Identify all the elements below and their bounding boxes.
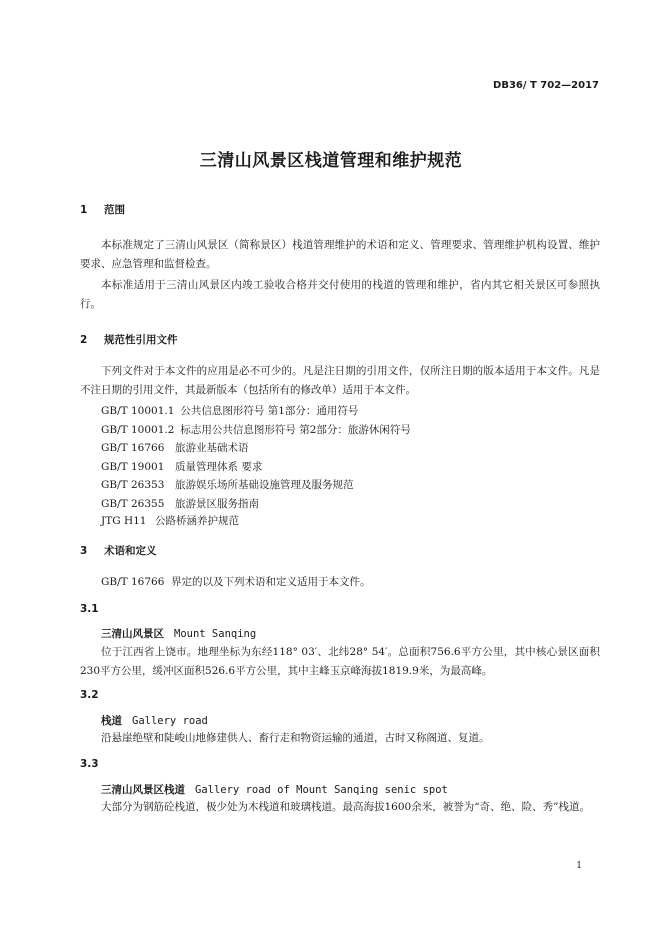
reference-item: [101, 459, 262, 474]
section-title: 术语和定义: [104, 545, 157, 557]
section-1-paragraph-1: 本标准规定了三清山风景区（简称景区）栈道管理维护的术语和定义、管理要求、管理维护机构设置、维护要求、应急管理和监督检查。: [80, 239, 600, 270]
reference-code: GB/T 26355: [101, 498, 165, 510]
reference-item: [101, 513, 239, 528]
reference-code: JTG H11: [101, 515, 147, 527]
page-number: 1: [576, 861, 582, 871]
section-number: 2: [80, 334, 88, 346]
term-number: 3.2: [80, 689, 99, 701]
reference-name: 旅游景区服务指南: [175, 498, 259, 510]
term-number: 3.3: [80, 758, 99, 770]
section-title: 范围: [104, 204, 125, 216]
reference-name: 旅游业基础术语: [175, 442, 249, 454]
reference-item: [101, 496, 259, 511]
term-zh: 三清山风景区栈道: [101, 784, 185, 796]
term-en: Gallery road of Mount Sanqing senic spot: [195, 784, 448, 796]
reference-item: [101, 403, 358, 418]
term-en: Gallery road: [132, 715, 208, 727]
term-heading: [101, 782, 448, 797]
section-3-intro: GB/T 16766 界定的以及下列术语和定义适用于本文件。: [101, 576, 371, 588]
reference-name: 旅游娱乐场所基础设施管理及服务规范: [175, 479, 354, 491]
term-definition: 大部分为钢筋砼栈道，极少处为木栈道和玻璃栈道。最高海拔1600余米，被誉为“奇、绝、险、秀”栈道。: [101, 801, 590, 813]
reference-code: GB/T 26353: [101, 479, 165, 491]
section-1-paragraph-2: 本标准适用于三清山风景区内竣工验收合格并交付使用的栈道的管理和维护，省内其它相关景区可参照执行。: [80, 279, 600, 310]
reference-item: [101, 440, 249, 455]
reference-name: 质量管理体系 要求: [175, 461, 263, 473]
reference-code: GB/T 16766: [101, 442, 165, 454]
reference-name: 公路桥涵养护规范: [155, 515, 239, 527]
section-number: 1: [80, 204, 88, 216]
section-3-heading: [80, 543, 157, 558]
section-title: 规范性引用文件: [104, 334, 178, 346]
term-zh: 三清山风景区: [101, 628, 164, 640]
term-heading: [101, 713, 208, 728]
term-zh: 栈道: [101, 715, 122, 727]
section-number: 3: [80, 545, 88, 557]
term-number: 3.1: [80, 603, 99, 615]
reference-item: [101, 477, 354, 492]
term-definition: 位于江西省上饶市。地理坐标为东经118° 03′、北纬28° 54′。总面积756.6平方公里，其中核心景区面积230平方公里，缓冲区面积526.6平方公里，其中主峰玉京峰海拔1819.9米，为最高峰。: [80, 646, 600, 677]
reference-item: [101, 422, 411, 437]
term-en: Mount Sanqing: [174, 628, 257, 640]
section-2-intro: 下列文件对于本文件的应用是必不可少的。凡是注日期的引用文件，仅所注日期的版本适用于本文件。凡是不注日期的引用文件，其最新版本（包括所有的修改单）适用于本文件。: [80, 365, 600, 396]
section-1-heading: [80, 202, 125, 217]
reference-name: 标志用公共信息图形符号 第2部分：旅游休闲符号: [180, 424, 411, 436]
reference-code: GB/T 10001.2: [101, 424, 175, 436]
section-2-heading: [80, 332, 178, 347]
document-title: 三清山风景区栈道管理和维护规范: [199, 151, 463, 171]
reference-code: GB/T 19001: [101, 461, 165, 473]
reference-name: 公共信息图形符号 第1部分：通用符号: [180, 405, 359, 417]
document-number: DB36/ T 702—2017: [493, 80, 599, 91]
reference-code: GB/T 10001.1: [101, 405, 175, 417]
term-heading: [101, 626, 256, 641]
term-definition: 沿悬崖绝壁和陡峻山地修建供人、畜行走和物资运输的通道，古时又称阁道、复道。: [101, 732, 490, 744]
